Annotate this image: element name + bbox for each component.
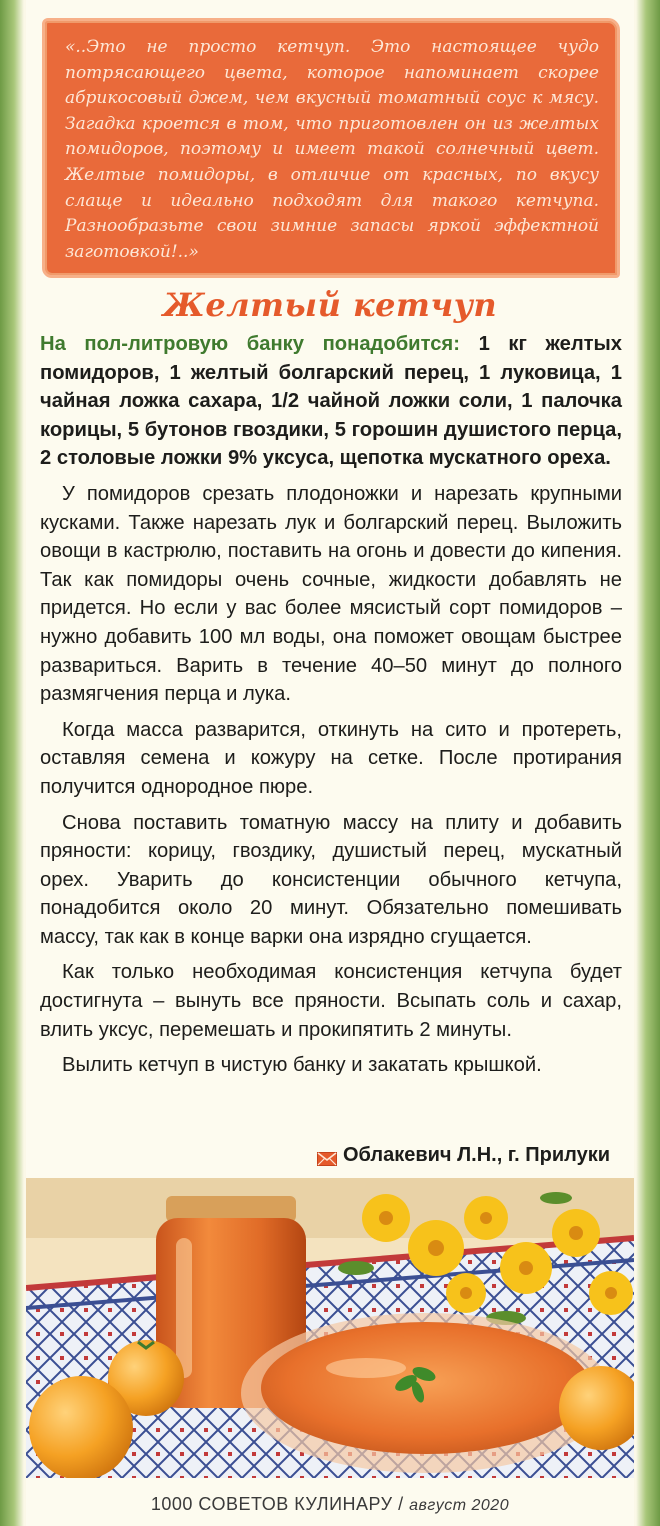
footer-separator: /: [392, 1494, 410, 1514]
author-signature: [317, 1144, 610, 1167]
issue-date: август 2020: [409, 1497, 510, 1514]
envelope-icon: [317, 1149, 337, 1163]
intro-box: [42, 18, 620, 278]
step-paragraph: Снова поставить томатную массу на плиту и добавить пряности: корицу, гвоздику, душистый перец, мускатный орех. Уварить до консистенции обычного кетчупа, понадобится около 20 минут. Обязательно помешивать массу, так как в конце варки она изрядно сгущается.: [40, 811, 622, 948]
publication-name: 1000 СОВЕТОВ КУЛИНАРУ: [150, 1494, 393, 1514]
page-footer: [26, 1494, 634, 1515]
ingredients-list: 1 кг желтых помидоров, 1 желтый болгарский перец, 1 луковица, 1 чайная ложка сахара, 1/2 чайной ложки соли, 1 палочка корицы, 5 бутонов гвоздики, 5 горошин душистого перца, 2 столовые ложки 9% уксуса, щепотка мускатного ореха.: [40, 333, 622, 470]
step-paragraph: Как только необходимая консистенция кетчупа будет достигнута – вынуть все пряности. Всыпать соль и сахар, влить уксус, перемешать и прокипятить 2 минуты.: [40, 961, 622, 1041]
author-name: Облакевич Л.Н., г. Прилуки: [342, 1144, 610, 1166]
ingredients-lead: На пол-литровую банку понадобится:: [40, 333, 460, 355]
ketchup-photo: [26, 1178, 634, 1478]
ingredients-paragraph: [40, 330, 622, 473]
recipe-body: [40, 330, 622, 1087]
recipe-title: Желтый кетчуп: [162, 286, 498, 324]
intro-text: «..Это не просто кетчуп. Это настоящее чудо потрясающего цвета, которое напоминает скорее абрикосовый джем, чем вкусный томатный соус к мясу. Загадка кроется в том, что приготовлен он из желтых помидоров, поэтому и имеет такой солнечный цвет. Желтые помидоры, в отличие от красных, по вкусу слаще и идеально подходят для такого кетчупа. Разнообразьте свои зимние запасы яркой эффектной заготовкой!..»: [65, 37, 599, 262]
magazine-page: [26, 0, 634, 1526]
step-paragraph: Когда масса разварится, откинуть на сито и протереть, оставляя семена и кожуру на сетке. После протирания получится однородное пюре.: [40, 718, 622, 798]
step-paragraph: Вылить кетчуп в чистую банку и закатать крышкой.: [62, 1054, 542, 1077]
step-paragraph: У помидоров срезать плодоножки и нарезать крупными кусками. Также нарезать лук и болгарский перец. Выложить овощи в кастрюлю, поставить на огонь и довести до кипения. Так как помидоры очень сочные, жидкости добавлять не придется. Но если у вас более мясистый сорт помидоров – нужно добавить 100 мл воды, она поможет овощам быстрее развариться. Варить в течение 40–50 минут до полного размягчения перца и лука.: [40, 482, 622, 706]
